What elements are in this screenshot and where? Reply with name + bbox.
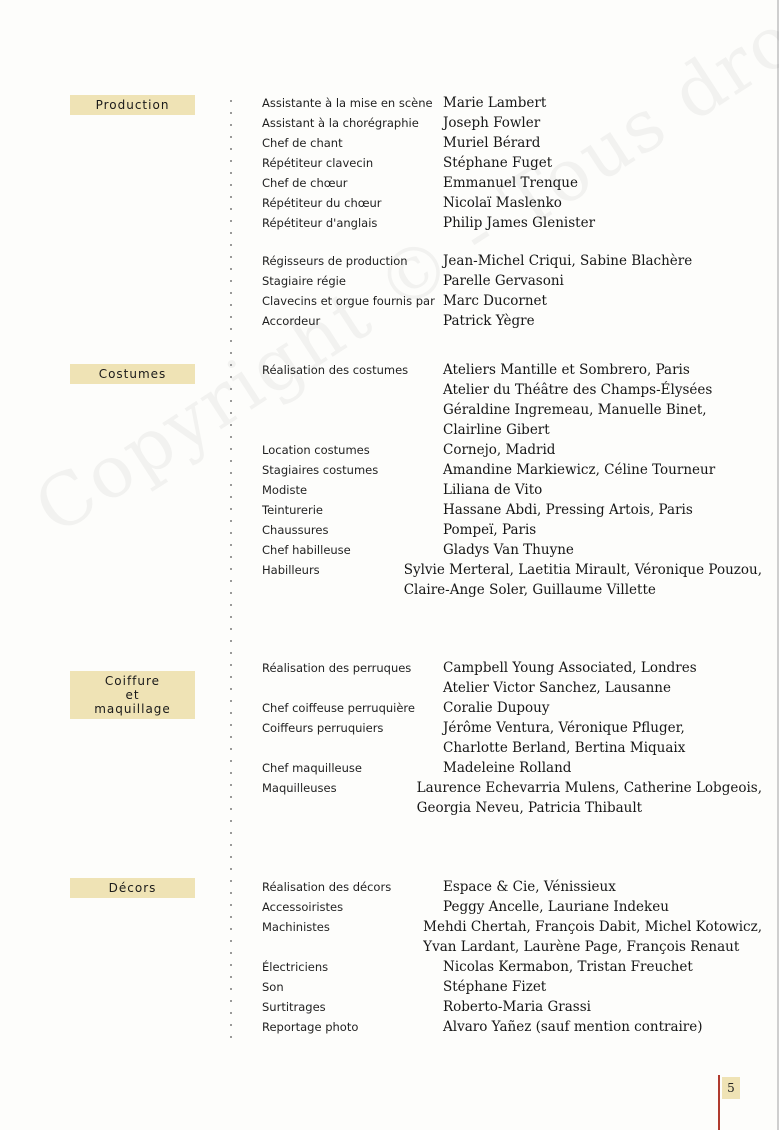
credit-names: Espace & Cie, Vénissieux: [443, 879, 616, 895]
credit-row: [262, 877, 762, 897]
credit-names: Campbell Young Associated, Londres: [443, 660, 697, 676]
credit-row: [262, 153, 762, 173]
dotted-separator: [230, 95, 232, 1040]
credit-row: [262, 778, 762, 818]
credit-role: Son: [262, 980, 284, 994]
credits-list-coiffure-maquillage: [262, 658, 762, 818]
credit-role: Réalisation des décors: [262, 880, 392, 894]
credit-row: [262, 251, 762, 271]
section-label-decors: Décors: [70, 878, 195, 898]
credit-row: [262, 698, 762, 718]
credit-row: [262, 520, 762, 540]
credit-row: [262, 213, 762, 233]
credit-names: Charlotte Berland, Bertina Miquaix: [443, 740, 686, 756]
credit-role: Électriciens: [262, 960, 329, 974]
credit-row: [262, 1017, 762, 1037]
credit-role: Réalisation des costumes: [262, 363, 409, 377]
credit-names: Peggy Ancelle, Lauriane Indekeu: [443, 899, 669, 915]
credit-role: Clavecins et orgue fournis par: [262, 294, 435, 308]
credit-names: Georgia Neveu, Patricia Thibault: [416, 800, 643, 816]
credit-row: [262, 93, 762, 113]
credit-row: [262, 500, 762, 520]
credit-names-group: [443, 718, 685, 758]
credit-role: Assistante à la mise en scène: [262, 96, 433, 110]
credit-role: Chef de chant: [262, 136, 343, 150]
credit-names: Ateliers Mantille et Sombrero, Paris: [443, 362, 690, 378]
credit-names: Claire-Ange Soler, Guillaume Villette: [403, 582, 656, 598]
credit-role: Assistant à la chorégraphie: [262, 116, 419, 130]
section-label-production: Production: [70, 95, 195, 115]
section-label-line: maquillage: [94, 702, 171, 716]
credit-names: Clairline Gibert: [443, 422, 550, 438]
credit-role: Chef habilleuse: [262, 543, 351, 557]
credit-names-group: [423, 917, 762, 957]
section-label-line: Coiffure: [104, 674, 161, 688]
section-label-costumes: Costumes: [70, 364, 195, 384]
credit-names: Atelier Victor Sanchez, Lausanne: [443, 680, 671, 696]
credit-row: [262, 977, 762, 997]
credit-row: [262, 193, 762, 213]
credit-role: Chef coiffeuse perruquière: [262, 701, 415, 715]
credit-names: Jean-Michel Criqui, Sabine Blachère: [443, 253, 693, 269]
credit-names: Muriel Bérard: [443, 135, 541, 151]
credit-role: Maquilleuses: [262, 781, 337, 795]
credit-names-group: [443, 658, 697, 698]
page-number-rule: [718, 1075, 720, 1130]
credit-names: Patrick Yègre: [443, 313, 535, 329]
credit-role: Répétiteur d'anglais: [262, 216, 378, 230]
credit-row: [262, 480, 762, 500]
credit-names: Roberto-Maria Grassi: [443, 999, 591, 1015]
credit-names-group: [417, 778, 762, 818]
credit-names: Stéphane Fuget: [443, 155, 553, 171]
credit-names: Atelier du Théâtre des Champs-Élysées: [443, 382, 713, 398]
credit-role: Régisseurs de production: [262, 254, 408, 268]
credit-row: [262, 917, 762, 957]
credit-role: Machinistes: [262, 920, 330, 934]
credit-names: Marc Ducornet: [443, 293, 547, 309]
credits-list-decors: [262, 877, 762, 1037]
credit-names: Mehdi Chertah, François Dabit, Michel Kotowicz,: [423, 919, 762, 935]
credit-names: Alvaro Yañez (sauf mention contraire): [443, 1019, 703, 1035]
credit-role: Modiste: [262, 483, 308, 497]
credit-row: [262, 718, 762, 758]
credit-role: Location costumes: [262, 443, 370, 457]
credit-row: [262, 897, 762, 917]
credit-names: Gladys Van Thuyne: [443, 542, 574, 558]
credit-role: Surtitrages: [262, 1000, 326, 1014]
credit-role: Répétiteur clavecin: [262, 156, 374, 170]
credit-role: Teinturerie: [262, 503, 323, 517]
credit-row: [262, 658, 762, 698]
credit-role: Stagiaire régie: [262, 274, 346, 288]
row-gap: [262, 233, 762, 251]
credit-row: [262, 291, 762, 311]
section-label-coiffure-maquillage: [70, 671, 195, 719]
credit-names: Jérôme Ventura, Véronique Pfluger,: [443, 720, 685, 736]
credit-role: Chaussures: [262, 523, 329, 537]
credit-row: [262, 758, 762, 778]
credit-role: Accessoiristes: [262, 900, 344, 914]
credit-row: [262, 440, 762, 460]
credit-names: Stéphane Fizet: [443, 979, 547, 995]
credit-names: Pompeï, Paris: [443, 522, 537, 538]
credit-names: Cornejo, Madrid: [443, 442, 556, 458]
credit-names: Amandine Markiewicz, Céline Tourneur: [443, 462, 716, 478]
credit-names: Emmanuel Trenque: [443, 175, 578, 191]
credit-names: Madeleine Rolland: [443, 760, 572, 776]
credit-row: [262, 311, 762, 331]
credit-names: Laurence Echevarria Mulens, Catherine Lobgeois,: [416, 780, 762, 796]
credit-role: Reportage photo: [262, 1020, 359, 1034]
credit-row: [262, 540, 762, 560]
credit-names: Coralie Dupouy: [443, 700, 550, 716]
credit-names: Liliana de Vito: [443, 482, 543, 498]
credit-role: Réalisation des perruques: [262, 661, 412, 675]
credit-role: Chef maquilleuse: [262, 761, 362, 775]
credit-role: Stagiaires costumes: [262, 463, 379, 477]
credits-list-costumes: [262, 360, 762, 600]
credit-names: Parelle Gervasoni: [443, 273, 564, 289]
credit-row: [262, 360, 762, 440]
credit-names: Yvan Lardant, Laurène Page, François Renaut: [423, 939, 740, 955]
credits-list-production: [262, 93, 762, 331]
credit-names: Philip James Glenister: [443, 215, 596, 231]
credit-names: Marie Lambert: [443, 95, 547, 111]
credit-names-group: [443, 360, 712, 440]
credit-row: [262, 173, 762, 193]
credit-role: Chef de chœur: [262, 176, 348, 190]
credit-row: [262, 560, 762, 600]
credit-names-group: [404, 560, 762, 600]
credit-role: Accordeur: [262, 314, 321, 328]
credit-names: Hassane Abdi, Pressing Artois, Paris: [443, 502, 693, 518]
section-label-line: et: [125, 688, 140, 702]
credit-names: Joseph Fowler: [443, 115, 541, 131]
page-number: 5: [722, 1077, 740, 1099]
credit-role: Répétiteur du chœur: [262, 196, 382, 210]
credit-names: Géraldine Ingremeau, Manuelle Binet,: [443, 402, 707, 418]
credit-row: [262, 460, 762, 480]
credit-row: [262, 133, 762, 153]
credit-row: [262, 957, 762, 977]
credit-names: Sylvie Merteral, Laetitia Mirault, Véronique Pouzou,: [403, 562, 762, 578]
credit-names: Nicolas Kermabon, Tristan Freuchet: [443, 959, 693, 975]
credit-row: [262, 271, 762, 291]
credit-role: Coiffeurs perruquiers: [262, 721, 384, 735]
credit-row: [262, 997, 762, 1017]
credit-names: Nicolaï Maslenko: [443, 195, 562, 211]
credit-role: Habilleurs: [262, 563, 320, 577]
credit-row: [262, 113, 762, 133]
